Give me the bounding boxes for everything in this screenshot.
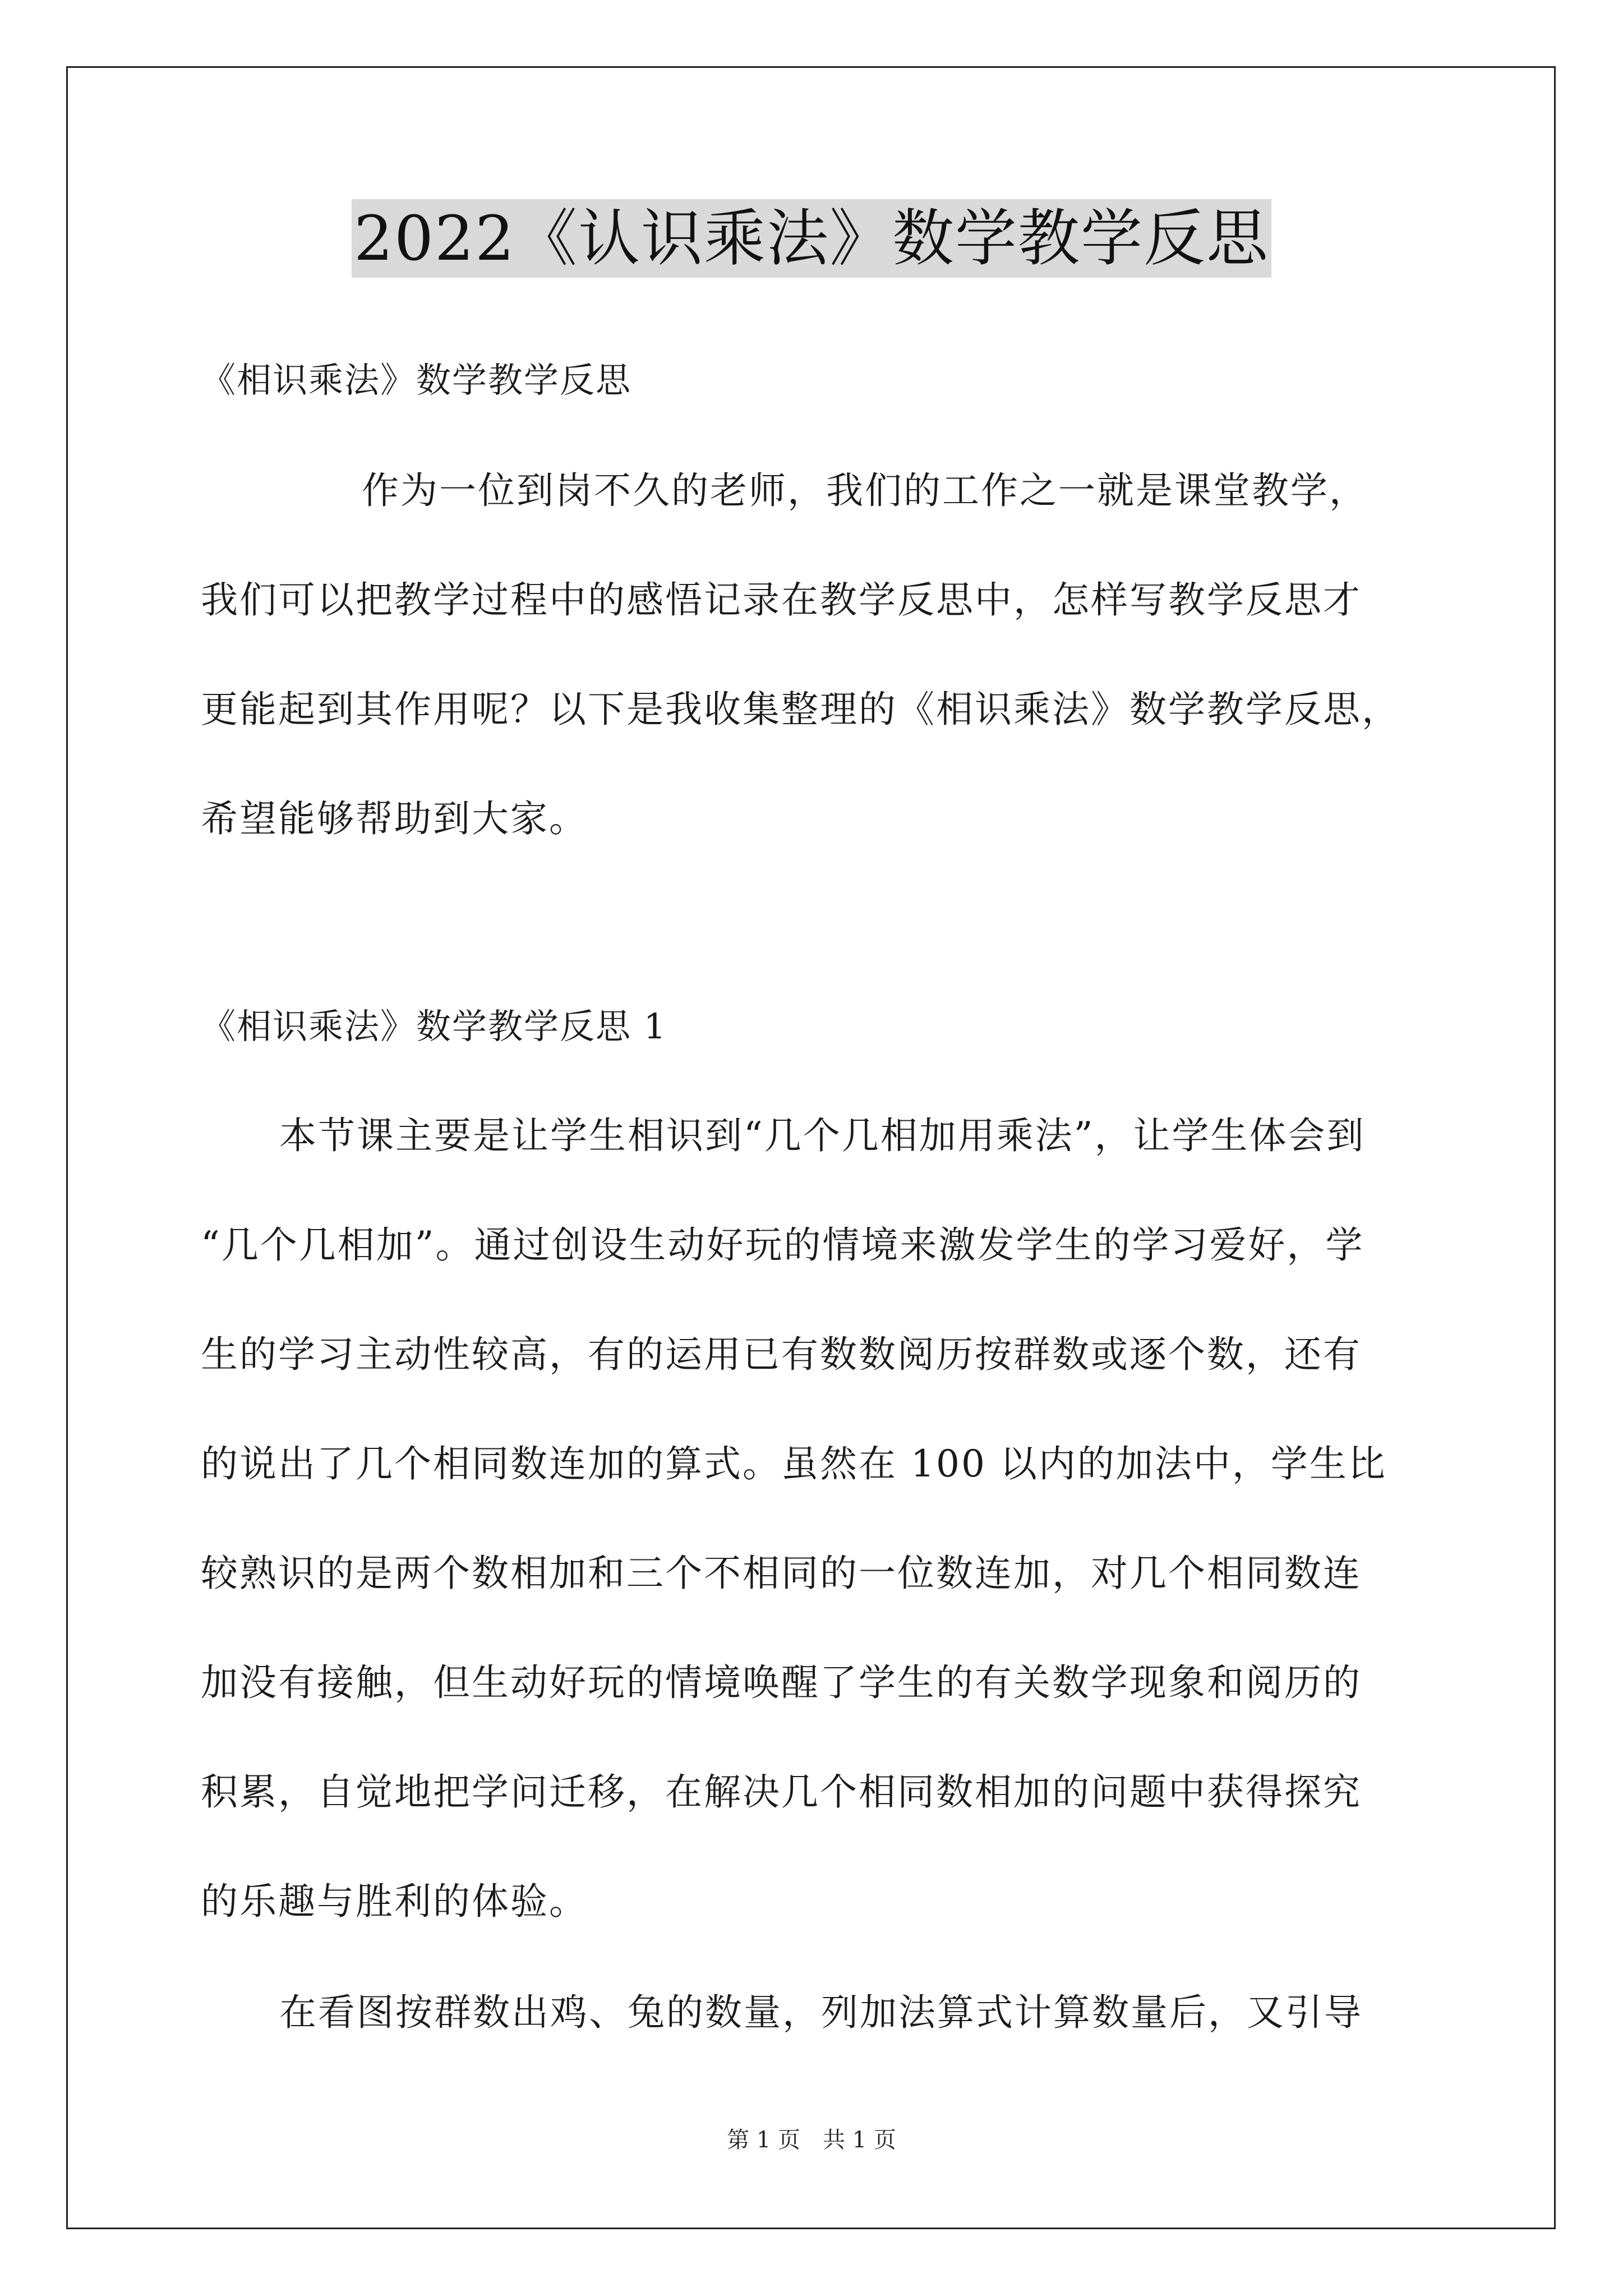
page-footer: 第 1 页 共 1 页 (727, 2127, 896, 2153)
section1-line-7: 积累，自觉地把学问迁移，在解决几个相同数相加的问题中获得探究 (201, 1770, 1362, 1814)
title-wrap (0, 199, 1623, 278)
intro-line-4: 希望能够帮助到大家。 (201, 797, 588, 840)
section1-line-3: 生的学习主动性较高，有的运用已有数数阅历按群数或逐个数，还有 (201, 1333, 1362, 1376)
section1-heading: 《相识乘法》数学教学反思 1 (201, 1006, 667, 1047)
section1-line-2: “几个几相加”。通过创设生动好玩的情境来激发学生的学习爱好，学 (201, 1223, 1364, 1267)
intro-heading: 《相识乘法》数学教学反思 (201, 360, 632, 401)
section1-line-9: 在看图按群数出鸡、兔的数量，列加法算式计算数量后，又引导 (279, 1991, 1363, 2034)
intro-line-2: 我们可以把教学过程中的感悟记录在教学反思中，怎样写教学反思才 (201, 578, 1362, 622)
intro-line-3: 更能起到其作用呢？以下是我收集整理的《相识乘法》数学教学反思， (201, 688, 1400, 731)
section1-line-4: 的说出了几个相同数连加的算式。虽然在 100 以内的加法中，学生比 (201, 1442, 1387, 1485)
intro-line-1: 作为一位到岗不久的老师，我们的工作之一就是课堂教学， (362, 469, 1368, 512)
section1-line-8: 的乐趣与胜利的体验。 (201, 1880, 588, 1923)
section1-line-1: 本节课主要是让学生相识到“几个几相加用乘法”，让学生体会到 (279, 1114, 1366, 1157)
document-title: 2022《认识乘法》数学教学反思 (352, 199, 1271, 278)
section1-line-6: 加没有接触，但生动好玩的情境唤醒了学生的有关数学现象和阅历的 (201, 1661, 1362, 1704)
section1-line-5: 较熟识的是两个数相加和三个不相同的一位数连加，对几个相同数连 (201, 1552, 1362, 1595)
